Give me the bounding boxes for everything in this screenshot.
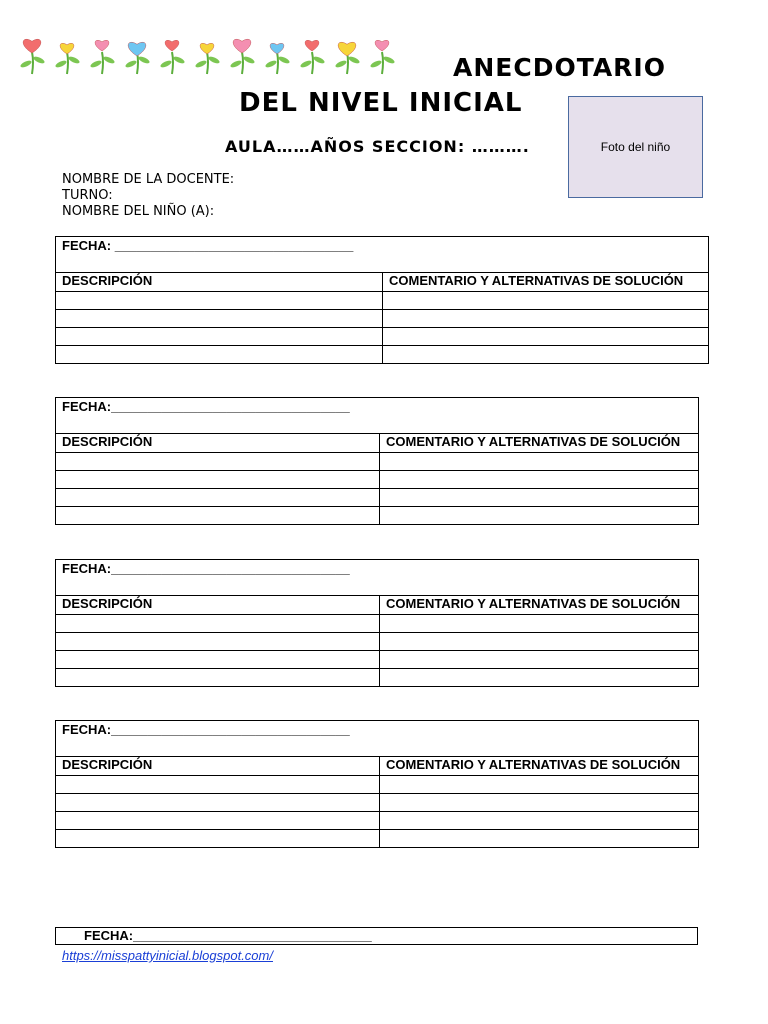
fecha-field: FECHA:_________________________________ <box>56 398 699 434</box>
table-row <box>56 830 699 848</box>
record-table-2 <box>55 397 699 525</box>
comment-header: COMENTARIO Y ALTERNATIVAS DE SOLUCIÓN <box>380 434 699 453</box>
photo-label: Foto del niño <box>600 140 671 154</box>
flower-icon <box>195 43 221 74</box>
fecha-field-bottom: FECHA:_________________________________ <box>55 927 698 945</box>
fecha-field: FECHA:_________________________________ <box>56 560 699 596</box>
comment-header: COMENTARIO Y ALTERNATIVAS DE SOLUCIÓN <box>380 757 699 776</box>
description-header: DESCRIPCIÓN <box>56 757 380 776</box>
aula-seccion-line: AULA……AÑOS SECCION: ………. <box>225 137 530 156</box>
flower-icon <box>90 40 116 74</box>
table-row <box>56 669 699 687</box>
teacher-name-label: NOMBRE DE LA DOCENTE: <box>62 172 235 187</box>
table-row <box>56 453 699 471</box>
description-header: DESCRIPCIÓN <box>56 596 380 615</box>
child-name-label: NOMBRE DEL NIÑO (A): <box>62 204 215 219</box>
record-table-3 <box>55 559 699 687</box>
flower-border-decoration <box>18 30 396 78</box>
flower-icon <box>370 40 396 74</box>
table-row <box>56 812 699 830</box>
flower-icon <box>55 43 81 74</box>
comment-header: COMENTARIO Y ALTERNATIVAS DE SOLUCIÓN <box>380 596 699 615</box>
table-row <box>56 310 709 328</box>
table-row <box>56 651 699 669</box>
table-row <box>56 292 709 310</box>
table-row <box>56 507 699 525</box>
table-row <box>56 615 699 633</box>
table-row <box>56 489 699 507</box>
table-row <box>56 328 709 346</box>
fecha-field: FECHA:_________________________________ <box>56 721 699 757</box>
blog-link[interactable]: https://misspattyinicial.blogspot.com/ <box>62 948 273 963</box>
fecha-field: FECHA: _________________________________ <box>56 237 709 273</box>
flower-icon <box>335 42 361 74</box>
page-title-line2: DEL NIVEL INICIAL <box>239 88 523 118</box>
page-title-line1: ANECDOTARIO <box>453 53 666 82</box>
student-info <box>62 172 234 220</box>
record-table-4 <box>55 720 699 848</box>
table-row <box>56 633 699 651</box>
table-row <box>56 794 699 812</box>
flower-icon <box>125 42 151 74</box>
table-row <box>56 346 709 364</box>
description-header: DESCRIPCIÓN <box>56 434 380 453</box>
record-table-1 <box>55 236 709 364</box>
flower-icon <box>265 43 291 74</box>
flower-icon <box>160 40 186 74</box>
shift-label: TURNO: <box>62 188 113 203</box>
photo-placeholder <box>568 96 703 198</box>
flower-icon <box>230 39 256 74</box>
description-header: DESCRIPCIÓN <box>56 273 383 292</box>
comment-header: COMENTARIO Y ALTERNATIVAS DE SOLUCIÓN <box>383 273 709 292</box>
flower-icon <box>20 39 46 74</box>
flower-icon <box>300 40 326 74</box>
table-row <box>56 776 699 794</box>
table-row <box>56 471 699 489</box>
